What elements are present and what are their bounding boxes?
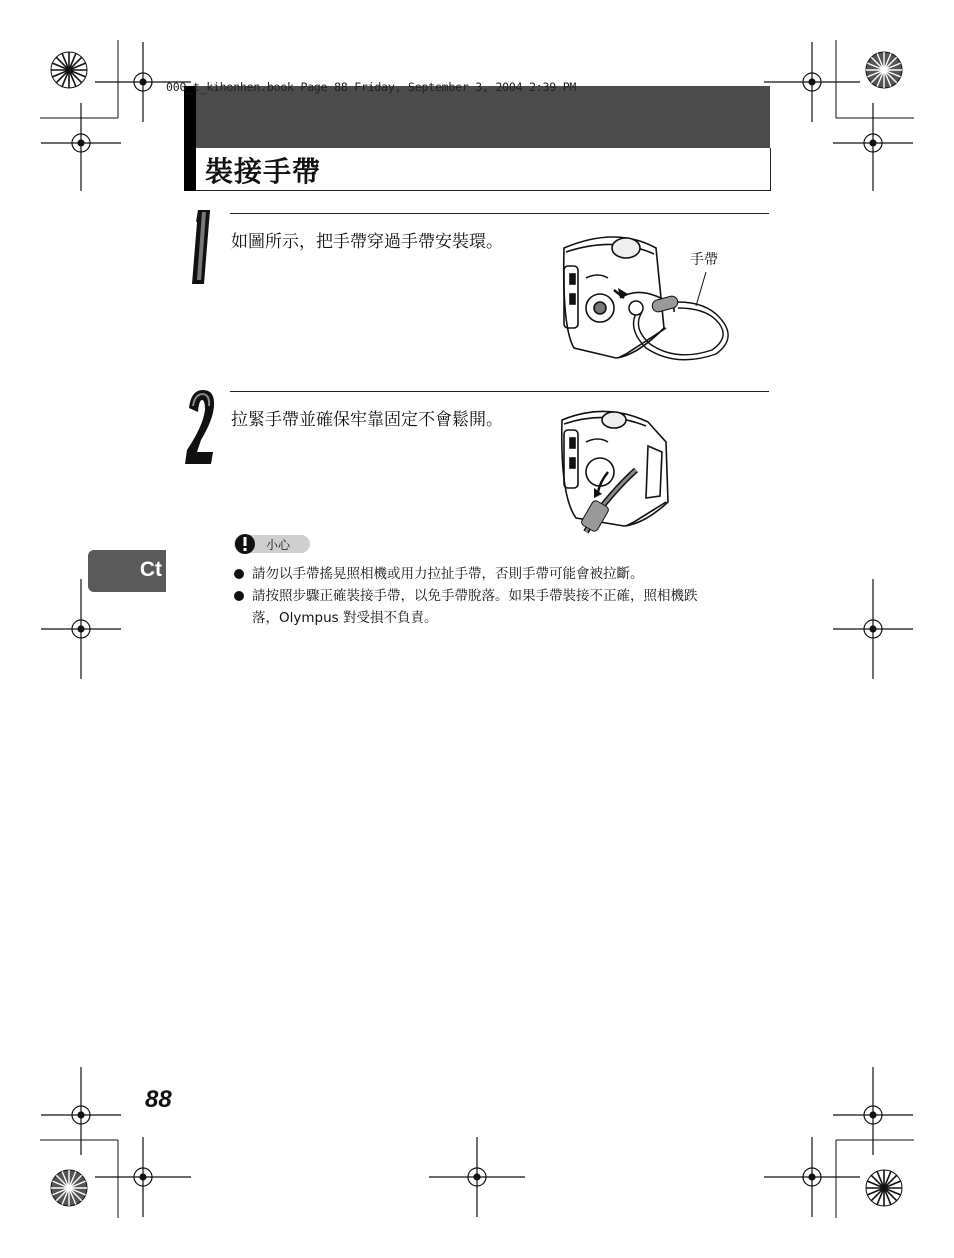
crosshair-mark-8 xyxy=(833,1067,913,1155)
crosshair-mark-7 xyxy=(41,1067,121,1155)
crosshair-mark-2 xyxy=(41,103,121,191)
step-divider xyxy=(230,213,769,214)
bullet-dot xyxy=(234,591,244,601)
crosshair-mark-6 xyxy=(833,579,913,679)
camera-strap-illustration-2 xyxy=(556,406,674,538)
step-number-1 xyxy=(184,208,214,286)
crosshair-mark-5 xyxy=(41,579,121,679)
strap-callout-label: 手帶 xyxy=(690,252,718,268)
caution-item-2-continued: 落，Olympus 對受損不負責。 xyxy=(252,610,438,626)
caution-label: 小心 xyxy=(266,538,291,552)
bullet-dot xyxy=(234,569,244,579)
caution-item-1: 請勿以手帶搖晃照相機或用力拉扯手帶，否則手帶可能會被拉斷。 xyxy=(252,566,644,582)
crosshair-mark-11 xyxy=(764,1137,860,1217)
caution-exclamation-icon xyxy=(234,533,256,555)
step-1-text: 如圖所示，把手帶穿過手帶安裝環。 xyxy=(231,232,503,252)
starburst-mark-top-right xyxy=(866,52,902,88)
side-tab-label: Ct xyxy=(139,558,162,581)
crosshair-mark-3 xyxy=(764,42,860,122)
caution-item-2: 請按照步驟正確裝接手帶，以免手帶脫落。如果手帶裝接不正確，照相機跌 xyxy=(252,588,698,604)
language-side-tab xyxy=(88,550,166,592)
starburst-mark-top-left xyxy=(51,52,87,88)
crosshair-mark-4 xyxy=(833,103,913,191)
starburst-mark-bottom-left xyxy=(51,1170,87,1206)
step-divider xyxy=(230,391,769,392)
file-header: 000_t_kihonhen.book Page 88 Friday, September 3, 2004 2:39 PM xyxy=(166,80,577,94)
title-accent-bar xyxy=(184,86,196,191)
step-2-text: 拉緊手帶並確保牢靠固定不會鬆開。 xyxy=(231,410,503,430)
crosshair-mark-10 xyxy=(429,1137,525,1217)
starburst-mark-bottom-right xyxy=(866,1170,902,1206)
step-number-2 xyxy=(183,388,217,466)
page-number: 88 xyxy=(145,1086,172,1113)
section-title: 裝接手帶 xyxy=(205,155,322,188)
title-banner xyxy=(184,86,770,148)
crosshair-mark-9 xyxy=(95,1137,191,1217)
